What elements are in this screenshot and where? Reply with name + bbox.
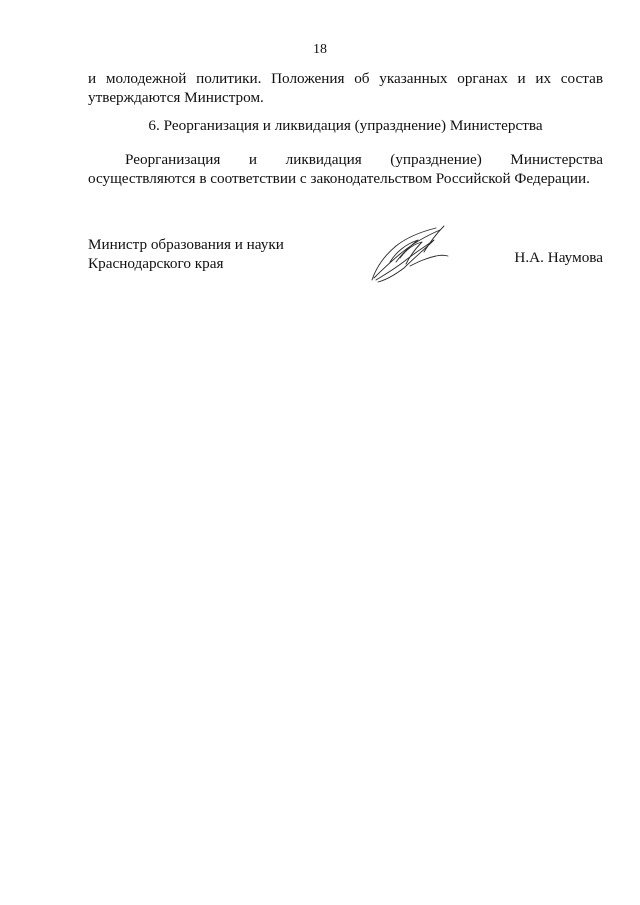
section-heading: 6. Реорганизация и ликвидация (упразднение) Министерства [148,117,543,134]
signatory-name: Н.А. Наумова [514,249,603,266]
signatory-title-line: Министр образования и науки [88,236,284,253]
paragraph-line: и молодежной политики. Положения об указанных органах и их состав [88,70,603,87]
paragraph-line: осуществляются в соответствии с законодательством Российской Федерации. [88,170,590,187]
handwritten-signature [366,222,456,284]
paragraph-continuation [88,69,603,107]
page-number: 18 [313,42,327,57]
paragraph-line: утверждаются Министром. [88,89,264,106]
signatory-title [88,235,284,273]
paragraph-line: Реорганизация и ликвидация (упразднение) Министерства [125,151,603,168]
signatory-title-line: Краснодарского края [88,255,224,272]
paragraph-reorganization [88,150,603,188]
